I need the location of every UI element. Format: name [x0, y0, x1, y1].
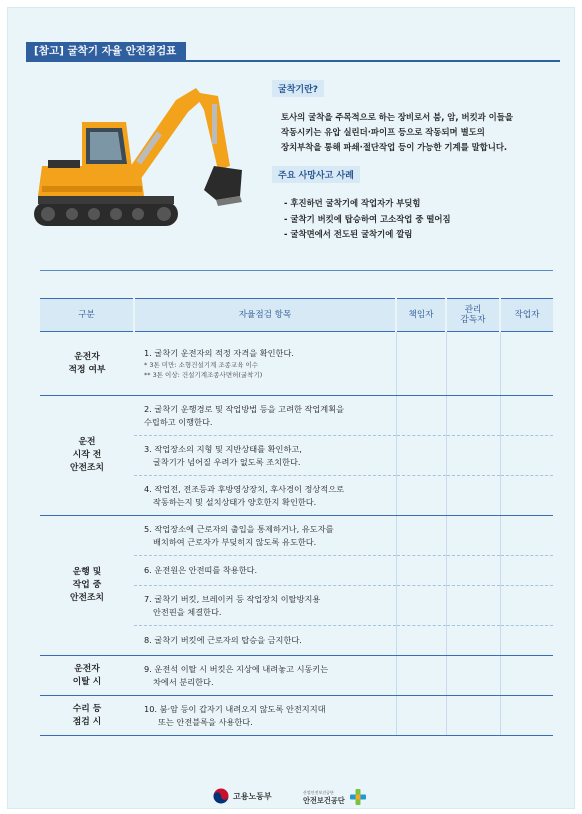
agency-name-small: 산업안전보건공단	[303, 790, 334, 795]
supervisor-check-cell[interactable]	[446, 696, 500, 736]
category-cell	[40, 696, 134, 736]
check-item-line: 5. 작업장소에 근로자의 출입을 통제하거나, 유도자를	[144, 524, 334, 534]
check-item-line: 안전핀을 체결한다.	[153, 606, 222, 617]
responsible-check-cell[interactable]	[396, 436, 446, 476]
category-line: 수리 등	[72, 703, 102, 714]
supervisor-check-cell[interactable]	[446, 396, 500, 436]
check-item	[134, 332, 396, 396]
category-line: 안전조치	[70, 593, 104, 603]
section-divider	[40, 270, 553, 271]
worker-check-cell[interactable]	[500, 476, 553, 516]
responsible-check-cell[interactable]	[396, 516, 446, 556]
table-row	[40, 696, 553, 736]
table-row	[40, 396, 553, 436]
category-cell	[40, 332, 134, 396]
category-cell	[40, 516, 134, 656]
check-item-line: 차에서 분리한다.	[153, 676, 214, 687]
check-item-line: 8. 굴착기 버킷에 근로자의 탑승을 금지한다.	[144, 635, 302, 646]
category-cell	[40, 656, 134, 696]
definition-line: 토사의 굴착을 주목적으로 하는 장비로서 붐, 암, 버킷과 이들을	[281, 112, 513, 122]
agency-logo	[303, 788, 367, 806]
check-item-line: 3. 작업장소의 지형 및 지반상태를 확인하고,	[144, 444, 302, 454]
supervisor-check-cell[interactable]	[446, 656, 500, 696]
table-row	[40, 656, 553, 696]
responsible-check-cell[interactable]	[396, 556, 446, 586]
category-line: 운전	[78, 437, 96, 447]
accident-item: - 굴착기 버킷에 탑승하여 고소작업 중 떨어짐	[284, 213, 451, 224]
category-line: 적정 여부	[68, 364, 106, 375]
definition-line: 장치부착을 통해 파쇄·절단작업 등이 가능한 기계를 말합니다.	[281, 142, 508, 152]
worker-check-cell[interactable]	[500, 396, 553, 436]
check-item-line: 굴착기가 넘어질 우려가 없도록 조치한다.	[153, 456, 301, 467]
table-header-row	[40, 299, 553, 332]
ministry-name: 고용노동부	[233, 791, 272, 801]
check-item-line: 10. 붐·암 등이 갑자기 내려오지 않도록 안전지지대	[144, 704, 326, 714]
page-title: [참고] 굴착기 자율 안전점검표	[26, 42, 186, 60]
check-item-note: ** 3톤 이상: 건설기계조종사면허(굴착기)	[144, 370, 263, 379]
supervisor-check-cell[interactable]	[446, 626, 500, 656]
taegeuk-emblem-icon	[213, 788, 229, 804]
fatal-accidents-heading: 주요 사망사고 사례	[272, 166, 360, 183]
responsible-check-cell[interactable]	[396, 696, 446, 736]
worker-check-cell[interactable]	[500, 332, 553, 396]
supervisor-check-cell[interactable]	[446, 556, 500, 586]
check-item-line: 배치하여 근로자가 부딪히지 않도록 유도한다.	[153, 536, 317, 547]
check-item-line: 2. 굴착기 운행경로 및 작업방법 등을 고려한 작업계획을	[144, 404, 345, 414]
agency-name: 안전보건공단	[303, 796, 345, 805]
header-supervisor-line: 관리	[464, 305, 482, 315]
check-item	[134, 436, 396, 476]
supervisor-check-cell[interactable]	[446, 436, 500, 476]
category-cell	[40, 396, 134, 516]
check-item	[134, 516, 396, 556]
worker-check-cell[interactable]	[500, 556, 553, 586]
header-worker: 작업자	[500, 299, 553, 332]
check-item-note: * 3톤 미만: 소형건설기계 조종교육 이수	[144, 360, 259, 369]
check-item	[134, 556, 396, 586]
excavator-illustration	[28, 70, 248, 248]
responsible-check-cell[interactable]	[396, 656, 446, 696]
supervisor-check-cell[interactable]	[446, 476, 500, 516]
table-row	[40, 332, 553, 396]
definition-line: 작동시키는 유압 실린더·파이프 등으로 작동되며 별도의	[281, 127, 485, 137]
worker-check-cell[interactable]	[500, 516, 553, 556]
check-item-line: 1. 굴착기 운전자의 적정 자격을 확인한다.	[144, 348, 294, 359]
responsible-check-cell[interactable]	[396, 396, 446, 436]
check-item	[134, 656, 396, 696]
worker-check-cell[interactable]	[500, 626, 553, 656]
worker-check-cell[interactable]	[500, 656, 553, 696]
category-line: 안전조치	[70, 463, 104, 473]
responsible-check-cell[interactable]	[396, 626, 446, 656]
agency-wordmark	[303, 789, 345, 805]
self-inspection-table	[40, 298, 553, 736]
check-item-line: 4. 작업전, 전조등과 후방영상장치, 후사경이 정상적으로	[144, 484, 345, 494]
table-row	[40, 516, 553, 556]
responsible-check-cell[interactable]	[396, 476, 446, 516]
accident-item: - 굴착면에서 전도된 굴착기에 깔림	[284, 229, 413, 239]
supervisor-check-cell[interactable]	[446, 516, 500, 556]
category-line: 운행 및	[72, 567, 102, 577]
what-is-excavator-heading: 굴착기란?	[272, 80, 324, 97]
worker-check-cell[interactable]	[500, 696, 553, 736]
check-item	[134, 696, 396, 736]
category-line: 시작 전	[72, 450, 102, 460]
header-responsible: 책임자	[396, 299, 446, 332]
check-item-line: 6. 운전원은 안전띠를 착용한다.	[144, 565, 258, 576]
header-supervisor-line: 감독자	[460, 315, 486, 325]
check-item	[134, 626, 396, 656]
checklist-page	[7, 7, 575, 809]
category-line: 운전자	[74, 351, 100, 362]
ministry-logo	[213, 788, 272, 804]
check-item-line: 9. 운전석 이탈 시 버킷은 지상에 내려놓고 시동키는	[144, 664, 329, 674]
header-category: 구분	[40, 299, 134, 332]
category-line: 이탈 시	[72, 676, 102, 687]
responsible-check-cell[interactable]	[396, 332, 446, 396]
check-item-line: 또는 안전블록을 사용한다.	[158, 716, 253, 727]
accident-item: - 후진하던 굴착기에 작업자가 부딪힘	[284, 198, 421, 208]
check-item-line: 7. 굴착기 버킷, 브레이커 등 작업장치 이탈방지용	[144, 594, 321, 604]
fatal-accident-list	[284, 196, 569, 243]
header-supervisor	[446, 299, 500, 332]
category-line: 운전자	[74, 663, 100, 674]
category-line: 작업 중	[72, 580, 102, 590]
safety-cross-icon	[349, 788, 367, 806]
check-item	[134, 396, 396, 436]
excavator-definition	[281, 110, 571, 155]
worker-check-cell[interactable]	[500, 586, 553, 626]
responsible-check-cell[interactable]	[396, 586, 446, 626]
check-item-line: 수립하고 이행한다.	[144, 416, 213, 427]
worker-check-cell[interactable]	[500, 436, 553, 476]
check-item	[134, 586, 396, 626]
header-check-item: 자율점검 항목	[134, 299, 396, 332]
category-line: 점검 시	[72, 716, 102, 727]
check-item	[134, 476, 396, 516]
supervisor-check-cell[interactable]	[446, 332, 500, 396]
title-underline	[26, 60, 560, 62]
check-item-line: 작동하는지 및 설치상태가 양호한지 확인한다.	[153, 496, 317, 507]
supervisor-check-cell[interactable]	[446, 586, 500, 626]
footer-logos	[8, 786, 574, 808]
